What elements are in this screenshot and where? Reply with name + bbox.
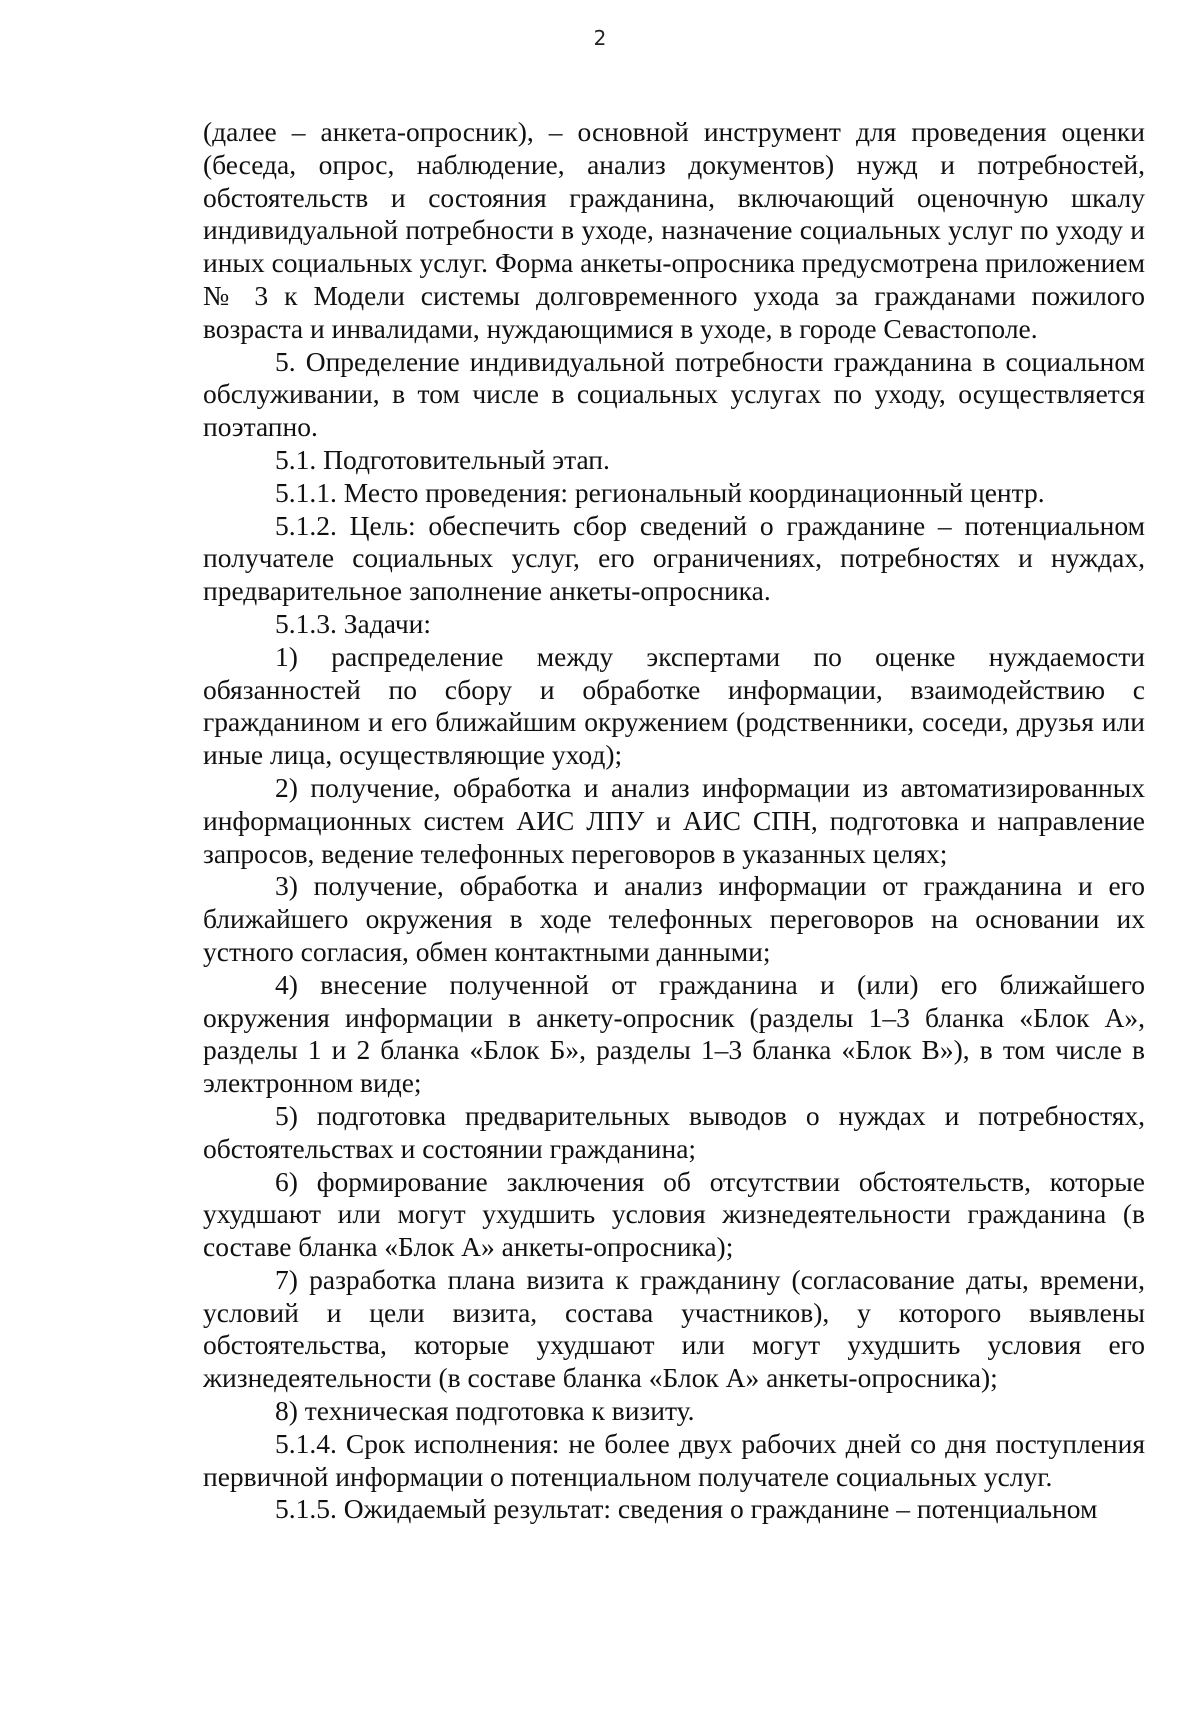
- task-item-1: 1) распределение между экспертами по оценке нуждаемости обязанностей по сбору и обработке информации, взаимодействию с гражданином и его ближайшим окружением (родственники, соседи, друзья или иные лица, осуществляющие уход);: [203, 640, 1145, 771]
- page-number: 2: [593, 26, 607, 50]
- task-item-8: 8) техническая подготовка к визиту.: [275, 1395, 695, 1427]
- task-item-7: 7) разработка плана визита к гражданину (согласование даты, времени, условий и цели визита, состава участников), у которого выявлены обстоятельства, которые ухудшают или могут ухудшить условия его жизнедеятельности (в составе бланка «Блок А» анкеты-опросника);: [203, 1263, 1145, 1394]
- paragraph-item-5-1-1: 5.1.1. Место проведения: региональный координационный центр.: [275, 476, 1045, 508]
- task-item-3: 3) получение, обработка и анализ информации от гражданина и его ближайшего окружения в ходе телефонных переговоров на основании их устного согласия, обмен контактными данными;: [203, 870, 1145, 967]
- paragraph-item-5-1: 5.1. Подготовительный этап.: [275, 443, 610, 475]
- task-item-4: 4) внесение полученной от гражданина и (или) его ближайшего окружения информации в анкету-опросник (разделы 1–3 бланка «Блок А», разделы 1 и 2 бланка «Блок Б», разделы 1–3 бланка «Блок В»), в том числе в электронном виде;: [203, 968, 1145, 1099]
- paragraph-item-5-1-3: 5.1.3. Задачи:: [275, 607, 432, 639]
- paragraph-intro: (далее – анкета-опросник), – основной инструмент для проведения оценки (беседа, опрос, наблюдение, анализ документов) нужд и потребностей, обстоятельств и состояния гражданина, включающий оценочную шкалу индивидуальной потребности в уходе, назначение социальных услуг по уходу и иных социальных услуг. Форма анкеты-опросника предусмотрена приложением № 3 к Модели системы долговременного ухода за гражданами пожилого возраста и инвалидами, нуждающимися в уходе, в городе Севастополе.: [203, 116, 1145, 344]
- task-item-2: 2) получение, обработка и анализ информации из автоматизированных информационных систем АИС ЛПУ и АИС СПН, подготовка и направление запросов, ведение телефонных переговоров в указанных целях;: [203, 771, 1145, 869]
- task-item-5: 5) подготовка предварительных выводов о нуждах и потребностях, обстоятельствах и состоянии гражданина;: [203, 1099, 1145, 1164]
- paragraph-item-5: 5. Определение индивидуальной потребности гражданина в социальном обслуживании, в том числе в социальных услугах по уходу, осуществляется поэтапно.: [203, 345, 1145, 443]
- paragraph-item-5-1-2: 5.1.2. Цель: обеспечить сбор сведений о гражданине – потенциальном получателе социальных услуг, его ограничениях, потребностях и нуждах, предварительное заполнение анкеты-опросника.: [203, 509, 1145, 607]
- task-item-6: 6) формирование заключения об отсутствии обстоятельств, которые ухудшают или могут ухудшить условия жизнедеятельности гражданина (в составе бланка «Блок А» анкеты-опросника);: [203, 1165, 1145, 1263]
- paragraph-item-5-1-4: 5.1.4. Срок исполнения: не более двух рабочих дней со дня поступления первичной информации о потенциальном получателе социальных услуг.: [203, 1427, 1145, 1492]
- document-body: [203, 116, 1145, 1526]
- paragraph-item-5-1-5: 5.1.5. Ожидаемый результат: сведения о гражданине – потенциальном: [275, 1493, 1098, 1525]
